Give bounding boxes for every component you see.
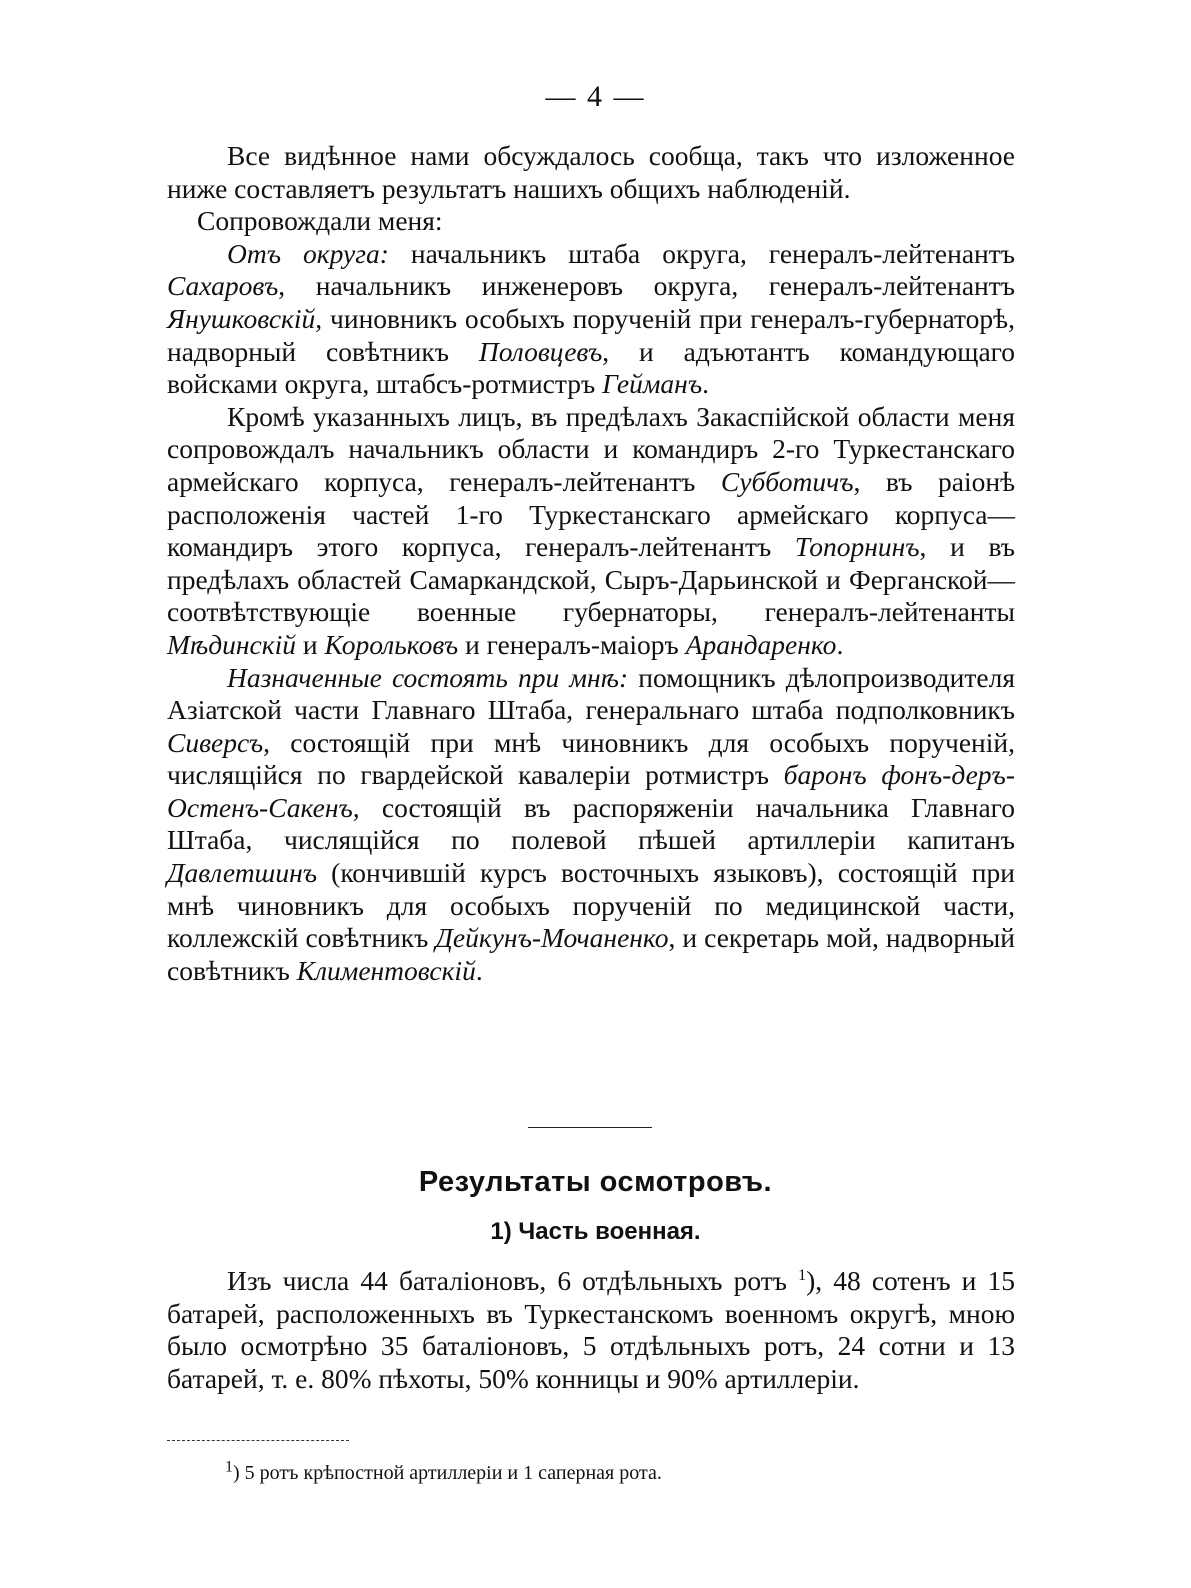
paragraph-assigned-staff xyxy=(167,662,1015,988)
footnote-divider xyxy=(167,1440,349,1441)
text-run: чиновникъ особыхъ порученій при генералъ-губернаторѣ, надворный совѣтникъ xyxy=(167,302,1015,367)
person-name: Половцевъ xyxy=(478,335,603,367)
person-name: Мѣдинскій xyxy=(167,628,297,660)
section-subtitle: 1) Часть военная. xyxy=(490,1218,701,1245)
person-name: Топорнинъ xyxy=(794,531,920,563)
text-run: , состоящій при мнѣ чиновникъ для особыхъ порученій, числящійся по гвардейской кавалеріи ротмистръ xyxy=(167,726,1015,791)
text-run: (кончившій курсъ восточныхъ языковъ), состоящій при мнѣ чиновникъ для особыхъ порученій по медицинской части, коллежскій совѣтникъ xyxy=(167,857,1015,954)
text-run: и генералъ-маіоръ xyxy=(458,628,686,660)
person-name: Климентовскій xyxy=(296,954,476,986)
footnote-reference: 1 xyxy=(798,1266,807,1284)
text-run: , и въ предѣлахъ областей Самаркандской, Сыръ-Дарьинской и Ферганской—соотвѣтствующіе военные губернаторы, генералъ-лейтенанты xyxy=(167,531,1015,628)
section-divider xyxy=(528,1127,652,1128)
results-text xyxy=(167,1265,1015,1395)
lead-phrase: Отъ округа: xyxy=(227,237,389,269)
intro-text xyxy=(167,140,1015,987)
paragraph-district-escort xyxy=(167,238,1015,401)
person-name: баронъ фонъ-деръ-Остенъ-Сакенъ, xyxy=(167,759,1015,823)
footnote-text: ) 5 ротъ крѣпостной артиллеріи и 1 саперная рота. xyxy=(233,1462,662,1484)
text-run: начальникъ штаба округа, генералъ-лейтенантъ xyxy=(388,237,1015,269)
person-name: Корольковъ xyxy=(324,628,459,660)
text-run: . xyxy=(475,954,483,986)
text-run: . xyxy=(836,628,844,660)
text-run: Кромѣ указанныхъ лицъ, въ предѣлахъ Закаспійской области меня сопровождалъ начальникъ области и командиръ 2-го Туркестанскаго армейскаго корпуса, генералъ-лейтенантъ xyxy=(167,400,1015,497)
text-run: , начальникъ инженеровъ округа, генералъ-лейтенантъ xyxy=(278,270,1015,302)
person-name: Гейманъ xyxy=(602,368,703,400)
lead-phrase: Назначенные состоять при мнѣ: xyxy=(227,661,629,693)
text-run: помощникъ дѣлопроизводителя Азіатской части Главнаго Штаба, генеральнаго штаба подполковникъ xyxy=(167,661,1015,726)
text-run: , и адъютантъ командующаго войсками округа, штабсъ-ротмистръ xyxy=(167,335,1016,400)
person-name: Янушковскій, xyxy=(167,302,323,334)
paragraph-regional-escort xyxy=(167,401,1015,662)
text-run: состоящій въ распоряженіи начальника Главнаго Штаба, числящійся по полевой пѣшей артиллеріи капитанъ xyxy=(167,791,1015,856)
person-name: Сиверсъ xyxy=(167,726,264,758)
text-run: , и секретарь мой, надворный совѣтникъ xyxy=(167,922,1015,986)
text-run: Изъ числа 44 баталіоновъ, 6 отдѣльныхъ ротъ xyxy=(227,1265,799,1296)
person-name: Сахаровъ xyxy=(167,270,279,302)
paragraph-inspection-stats xyxy=(167,1265,1015,1395)
text-run: ), 48 сотенъ и 15 батарей, расположенныхъ въ Туркестанскомъ военномъ округѣ, мною было осмотрѣно 35 баталіоновъ, 5 отдѣльныхъ ротъ, 24 сотни и 13 батарей, т. е. 80% пѣхоты, 50% конницы и 90% артиллеріи. xyxy=(167,1265,1015,1394)
page-number: — 4 — xyxy=(545,80,646,113)
section-title: Результаты осмотровъ. xyxy=(418,1166,773,1198)
text-run: . xyxy=(702,368,709,400)
person-name: Давлетшинъ xyxy=(167,857,317,889)
paragraph-discussion: Все видѣнное нами обсуждалось сообща, такъ что изложенное ниже составляетъ результатъ нашихъ общихъ наблюденій. xyxy=(167,140,1015,204)
footnote-mark: 1 xyxy=(225,1458,233,1476)
person-name: Дейкунъ-Мочаненко xyxy=(435,922,669,954)
text-run: , въ раіонѣ расположенія частей 1-го Туркестанскаго армейскаго корпуса—командиръ этого корпуса, генералъ-лейтенантъ xyxy=(167,465,1016,563)
paragraph-escort-heading: Сопровождали меня: xyxy=(197,205,443,237)
person-name: Арандаренко xyxy=(685,628,837,660)
footnote xyxy=(225,1460,1015,1486)
text-run: и xyxy=(296,628,325,660)
person-name: Субботичъ xyxy=(720,465,854,497)
